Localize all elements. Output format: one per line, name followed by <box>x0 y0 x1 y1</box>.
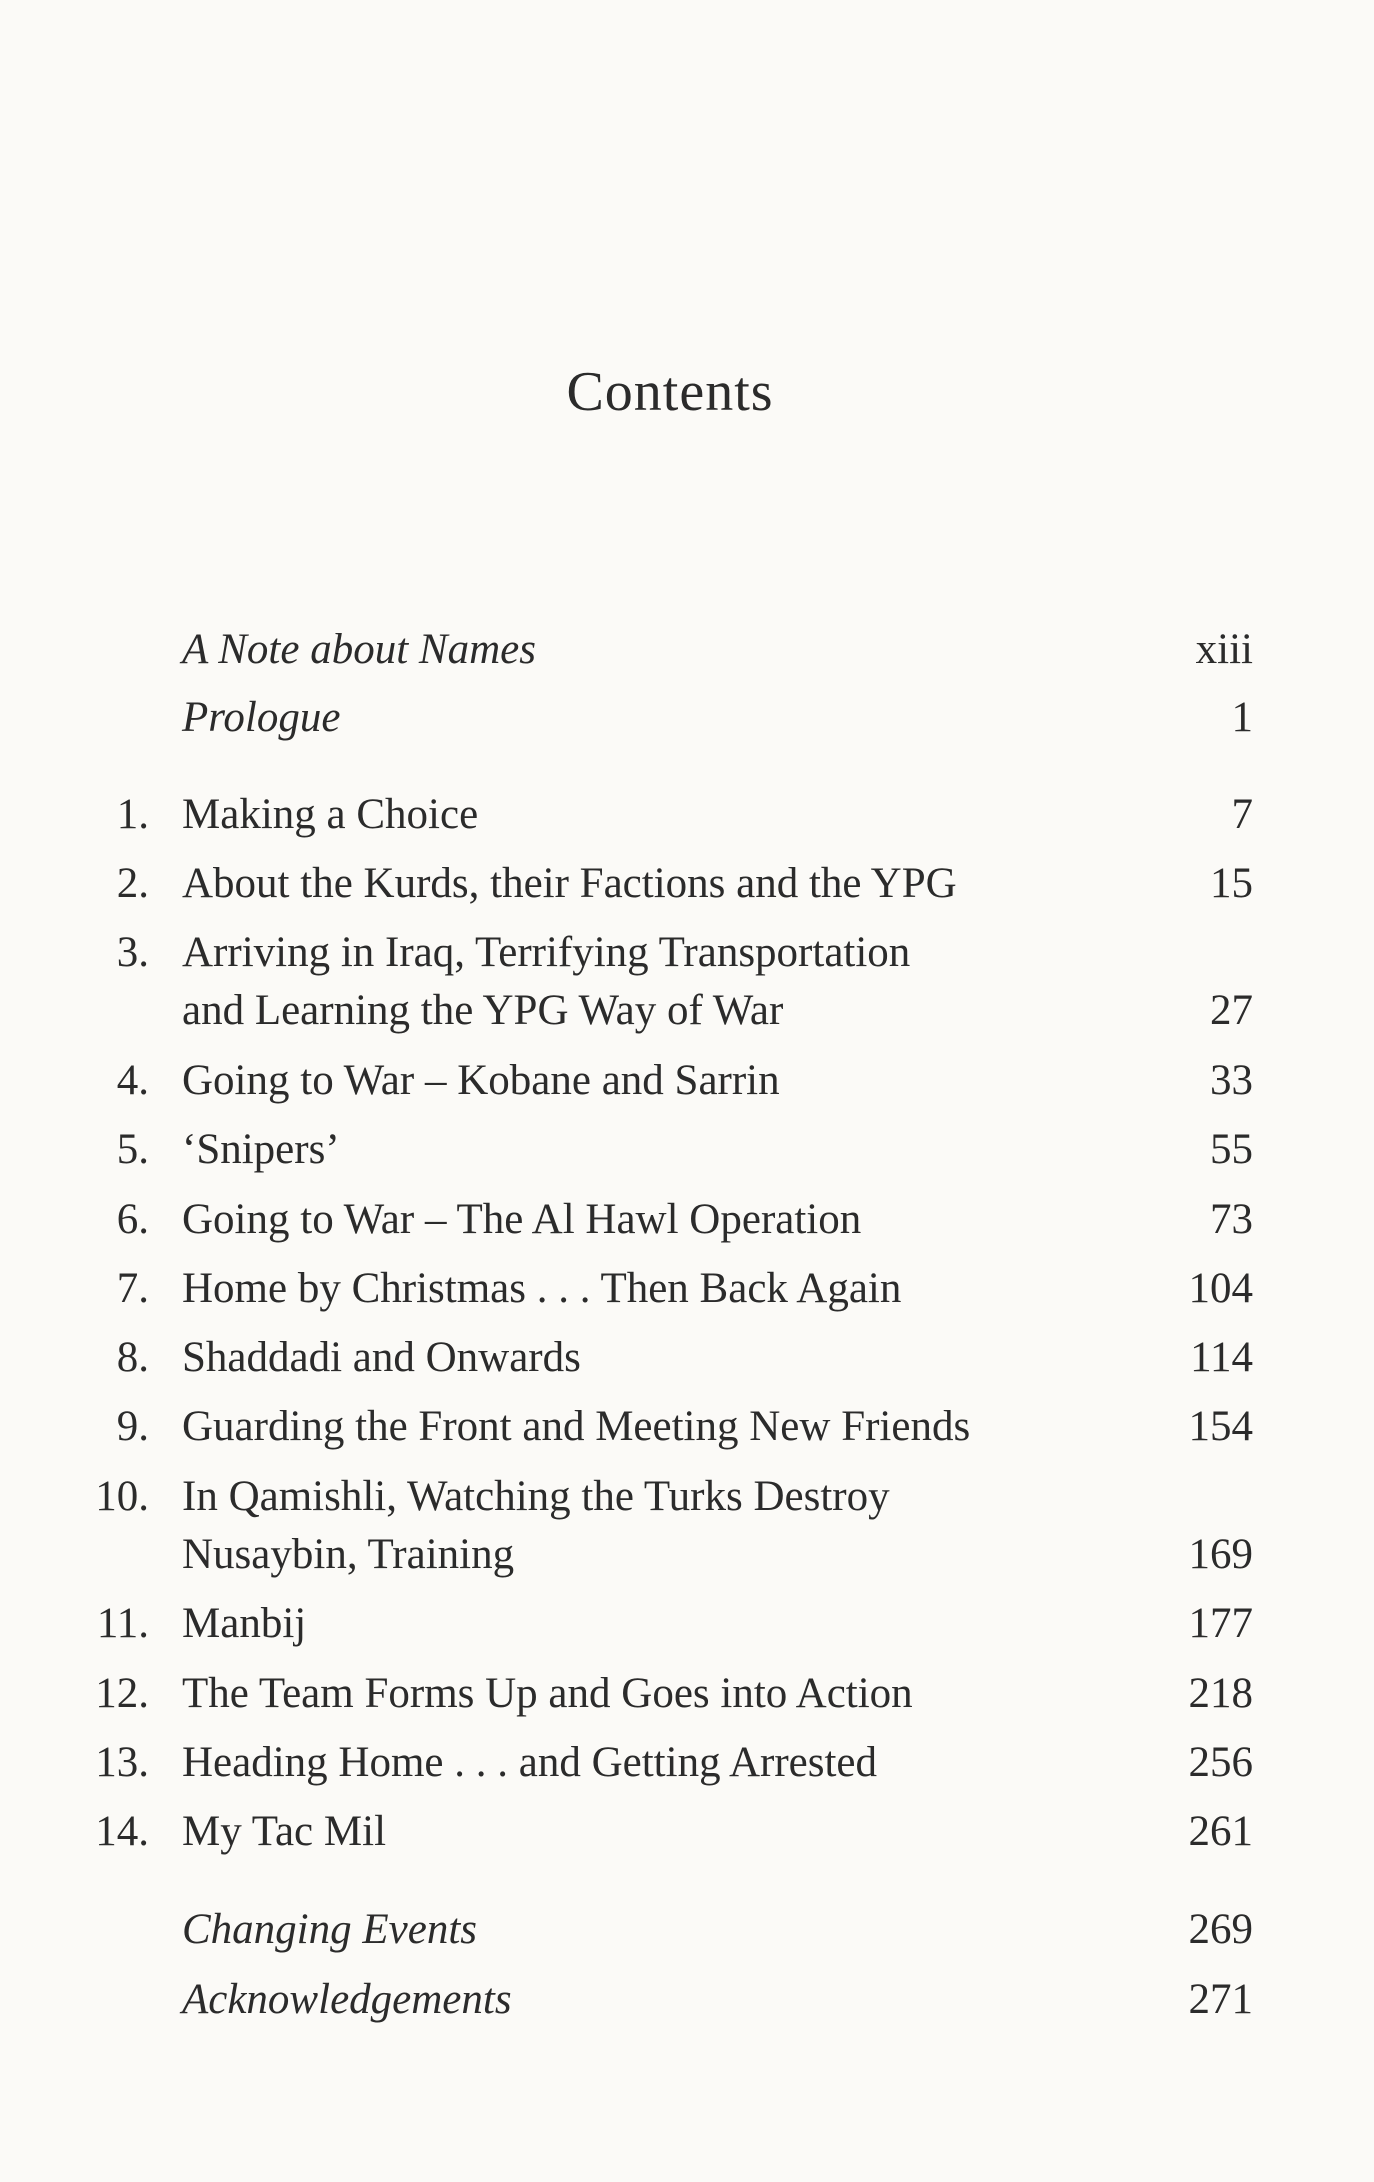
toc-entry-page: 271 <box>1188 1976 1253 2023</box>
chapter-page: 114 <box>1190 1334 1253 1381</box>
chapter-title-line: Nusaybin, Training <box>182 1531 515 1578</box>
chapter-title <box>182 1121 1082 1179</box>
chapter-page: 218 <box>1188 1670 1253 1717</box>
chapter-number: 7. <box>116 1265 149 1312</box>
chapter-title <box>182 855 1082 913</box>
toc-entry-title: A Note about Names <box>182 626 536 673</box>
chapter-page: 15 <box>1210 860 1253 907</box>
chapter-title-line: Home by Christmas . . . Then Back Again <box>182 1265 902 1312</box>
chapter-page: 104 <box>1188 1265 1253 1312</box>
chapter-page: 169 <box>1188 1531 1253 1578</box>
chapter-page: 177 <box>1188 1600 1253 1647</box>
chapter-page: 55 <box>1210 1126 1253 1173</box>
chapter-title-line: Arriving in Iraq, Terrifying Transportation <box>182 929 911 976</box>
chapter-number: 11. <box>96 1600 149 1647</box>
chapter-title <box>182 1052 1082 1110</box>
toc-entry-page: 1 <box>1231 694 1253 741</box>
chapter-number: 1. <box>116 791 149 838</box>
chapter-title-line: Shaddadi and Onwards <box>182 1334 581 1381</box>
chapter-number: 4. <box>116 1057 149 1104</box>
chapter-number: 3. <box>116 929 149 976</box>
chapter-title-line: Going to War – Kobane and Sarrin <box>182 1057 780 1104</box>
chapter-title <box>182 1595 1082 1653</box>
chapter-number: 13. <box>95 1739 149 1786</box>
chapter-title-line: and Learning the YPG Way of War <box>182 987 784 1034</box>
chapter-page: 27 <box>1210 987 1253 1034</box>
chapter-page: 154 <box>1188 1403 1253 1450</box>
chapter-number: 8. <box>116 1334 149 1381</box>
chapter-number: 10. <box>95 1473 149 1520</box>
chapter-title-line: Manbij <box>182 1600 307 1647</box>
chapter-page: 33 <box>1210 1057 1253 1104</box>
chapter-page: 261 <box>1188 1808 1253 1855</box>
chapter-title <box>182 1260 1082 1318</box>
toc-entry-page: 269 <box>1188 1906 1253 1953</box>
chapter-title <box>182 1468 1082 1584</box>
toc-entry-page: xiii <box>1195 626 1253 673</box>
chapter-title <box>182 786 1082 844</box>
chapter-number: 9. <box>116 1403 149 1450</box>
toc-entry-title: Prologue <box>182 694 341 741</box>
chapter-title <box>182 1803 1082 1861</box>
chapter-title <box>182 1329 1082 1387</box>
chapter-title-line: About the Kurds, their Factions and the YPG <box>182 860 957 907</box>
chapter-title-line: ‘Snipers’ <box>182 1126 340 1173</box>
chapter-title-line: In Qamishli, Watching the Turks Destroy <box>182 1473 890 1520</box>
toc-entry-title: Acknowledgements <box>182 1976 512 2023</box>
chapter-title-line: Making a Choice <box>182 791 479 838</box>
page-title: Contents <box>566 361 774 423</box>
chapter-page: 7 <box>1231 791 1253 838</box>
chapter-number: 2. <box>116 860 149 907</box>
chapter-number: 12. <box>95 1670 149 1717</box>
chapter-page: 73 <box>1210 1196 1253 1243</box>
chapter-title-line: Going to War – The Al Hawl Operation <box>182 1196 862 1243</box>
chapter-title <box>182 1398 1082 1456</box>
toc-entry-title: Changing Events <box>182 1906 477 1953</box>
chapter-title-line: The Team Forms Up and Goes into Action <box>182 1670 913 1717</box>
chapter-title-line: Heading Home . . . and Getting Arrested <box>182 1739 877 1786</box>
chapter-title <box>182 1191 1082 1249</box>
chapter-number: 6. <box>116 1196 149 1243</box>
chapter-title <box>182 924 1082 1040</box>
chapter-title-line: My Tac Mil <box>182 1808 387 1855</box>
chapter-number: 14. <box>95 1808 149 1855</box>
chapter-title <box>182 1734 1082 1792</box>
chapter-page: 256 <box>1188 1739 1253 1786</box>
chapter-title-line: Guarding the Front and Meeting New Friends <box>182 1403 971 1450</box>
chapter-number: 5. <box>116 1126 149 1173</box>
chapter-title <box>182 1665 1082 1723</box>
